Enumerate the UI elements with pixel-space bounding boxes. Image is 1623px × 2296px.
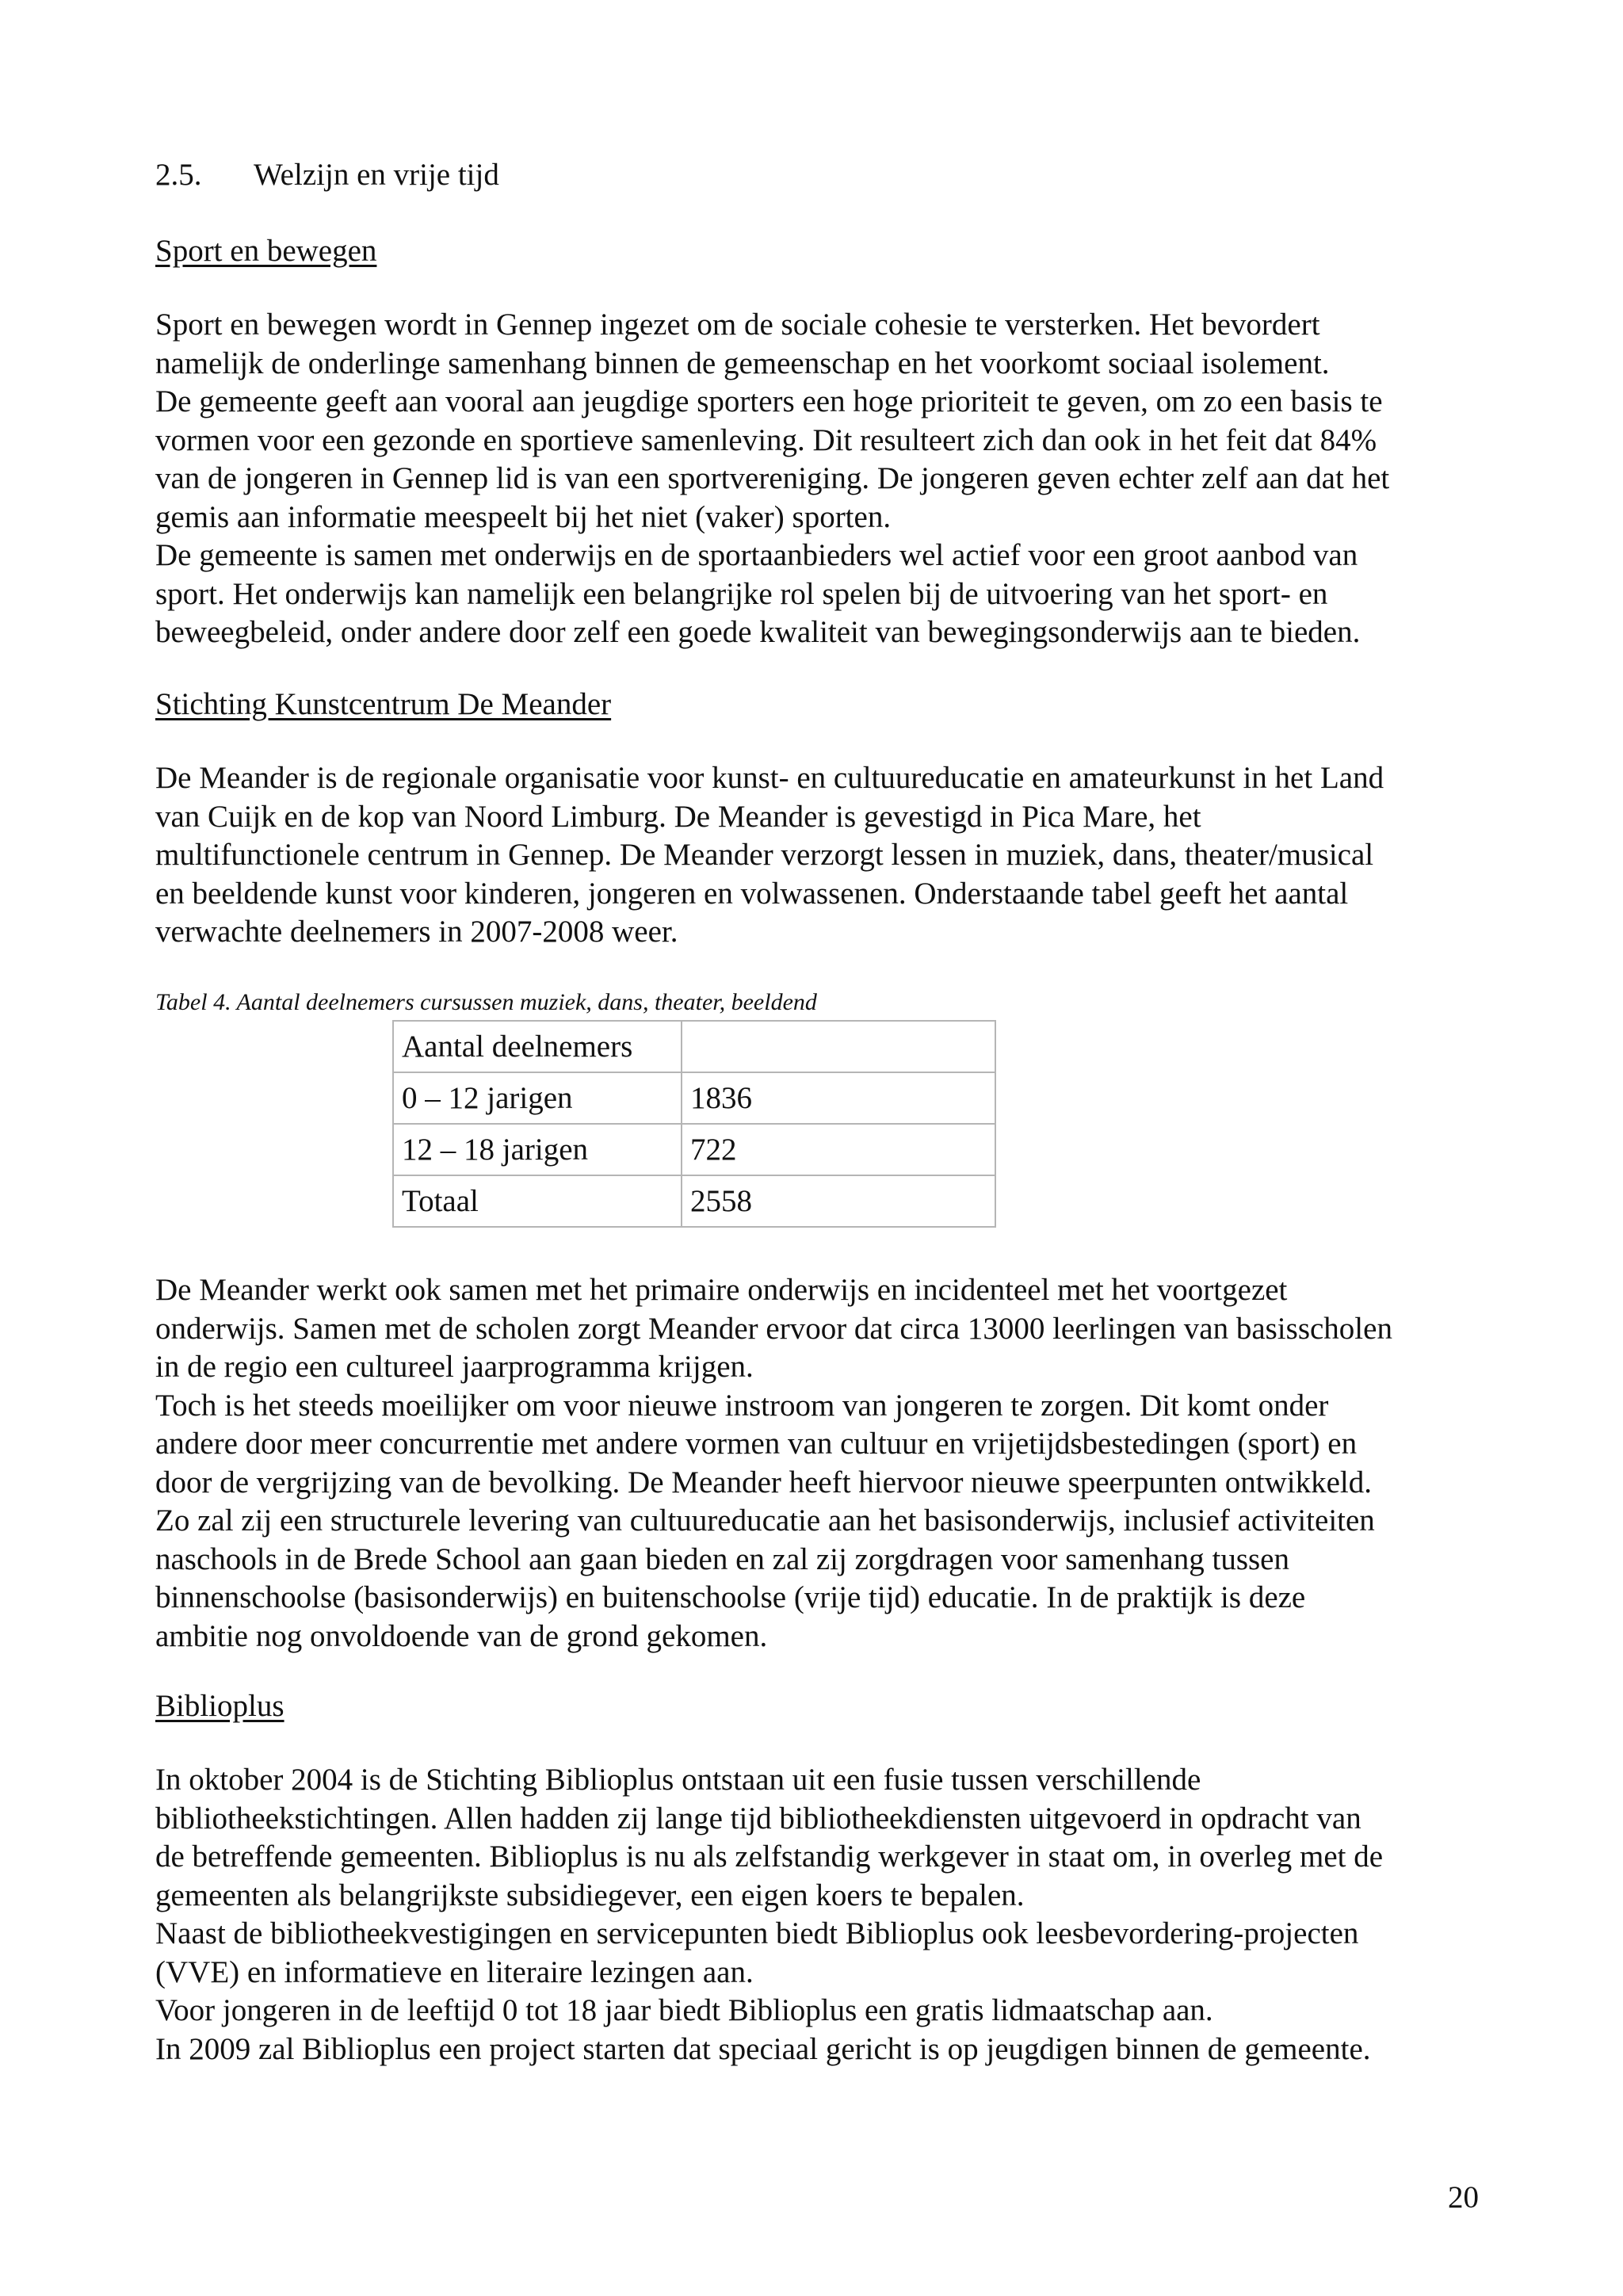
page-number: 20 <box>1448 2180 1479 2214</box>
section-title: Welzijn en vrije tijd <box>254 158 499 192</box>
text-line: In 2009 zal Biblioplus een project starten dat speciaal gericht is op jeugdigen binnen de gemeente. <box>155 2031 1371 2066</box>
table-cell: 0 – 12 jarigen <box>393 1072 682 1124</box>
section-heading <box>155 155 499 195</box>
text-line: bibliotheekstichtingen. Allen hadden zij lange tijd bibliotheekdiensten uitgevoerd in opdracht van <box>155 1801 1361 1836</box>
table-cell: 12 – 18 jarigen <box>393 1124 682 1175</box>
text-line: vormen voor een gezonde en sportieve samenleving. Dit resulteert zich dan ook in het feit dat 84% <box>155 422 1377 457</box>
text-line: gemeenten als belangrijkste subsidiegever, een eigen koers te bepalen. <box>155 1878 1025 1912</box>
text-line: sport. Het onderwijs kan namelijk een belangrijke rol spelen bij de uitvoering van het sport- en <box>155 576 1328 611</box>
table-cell: 1836 <box>682 1072 995 1124</box>
participants-table <box>392 1020 996 1228</box>
text-line: Sport en bewegen wordt in Gennep ingezet om de sociale cohesie te versterken. Het bevordert <box>155 308 1320 342</box>
text-line: binnenschoolse (basisonderwijs) en buitenschoolse (vrije tijd) educatie. In de praktijk is deze <box>155 1580 1306 1614</box>
table-cell: Totaal <box>393 1175 682 1227</box>
text-line: Naast de bibliotheekvestigingen en servicepunten biedt Biblioplus ook leesbevordering-projecten <box>155 1916 1359 1950</box>
table-row <box>393 1072 995 1124</box>
text-line: namelijk de onderlinge samenhang binnen de gemeenschap en het voorkomt sociaal isolement. <box>155 346 1330 380</box>
table-row <box>393 1021 995 1072</box>
meander-followup-paragraph <box>155 1271 1503 1656</box>
text-line: gemis aan informatie meespeelt bij het niet (vaker) sporten. <box>155 499 892 534</box>
meander-heading: Stichting Kunstcentrum De Meander <box>155 687 612 721</box>
table-row <box>393 1124 995 1175</box>
text-line: beweegbeleid, onder andere door zelf een goede kwaliteit van bewegingsonderwijs aan te bieden. <box>155 615 1361 649</box>
text-line: In oktober 2004 is de Stichting Biblioplus ontstaan uit een fusie tussen verschillende <box>155 1763 1201 1797</box>
sport-heading: Sport en bewegen <box>155 234 377 268</box>
table-cell: Aantal deelnemers <box>393 1021 682 1072</box>
text-line: andere door meer concurrentie met andere vormen van cultuur en vrijetijdsbestedingen (sport) en <box>155 1427 1358 1461</box>
text-line: en beeldende kunst voor kinderen, jongeren en volwassenen. Onderstaande tabel geeft het aantal <box>155 876 1349 911</box>
biblioplus-paragraph <box>155 1761 1503 2069</box>
text-line: Zo zal zij een structurele levering van cultuureducatie aan het basisonderwijs, inclusief activiteiten <box>155 1503 1375 1538</box>
table-cell <box>682 1021 995 1072</box>
text-line: De Meander werkt ook samen met het primaire onderwijs en incidenteel met het voortgezet <box>155 1273 1288 1307</box>
text-line: ambitie nog onvoldoende van de grond gekomen. <box>155 1618 768 1653</box>
sport-paragraph <box>155 306 1503 652</box>
text-line: onderwijs. Samen met de scholen zorgt Meander ervoor dat circa 13000 leerlingen van basisscholen <box>155 1311 1392 1346</box>
text-line: verwachte deelnemers in 2007-2008 weer. <box>155 915 678 949</box>
text-line: De gemeente is samen met onderwijs en de sportaanbieders wel actief voor een groot aanbod van <box>155 538 1358 572</box>
text-line: in de regio een cultureel jaarprogramma krijgen. <box>155 1350 754 1384</box>
text-line: van de jongeren in Gennep lid is van een sportvereniging. De jongeren geven echter zelf aan dat het <box>155 461 1390 495</box>
text-line: Toch is het steeds moeilijker om voor nieuwe instroom van jongeren te zorgen. Dit komt onder <box>155 1388 1329 1423</box>
text-line: door de vergrijzing van de bevolking. De Meander heeft hiervoor nieuwe speerpunten ontwikkeld. <box>155 1465 1372 1499</box>
table-cell: 2558 <box>682 1175 995 1227</box>
text-line: Voor jongeren in de leeftijd 0 tot 18 jaar biedt Biblioplus een gratis lidmaatschap aan. <box>155 1993 1213 2027</box>
biblioplus-heading: Biblioplus <box>155 1689 285 1723</box>
meander-intro-paragraph <box>155 759 1503 952</box>
text-line: De Meander is de regionale organisatie voor kunst- en cultuureducatie en amateurkunst in het Land <box>155 761 1384 795</box>
text-line: (VVE) en informatieve en literaire lezingen aan. <box>155 1954 754 1989</box>
section-number: 2.5. <box>155 158 202 192</box>
text-line: van Cuijk en de kop van Noord Limburg. De Meander is gevestigd in Pica Mare, het <box>155 799 1201 834</box>
table-row <box>393 1175 995 1227</box>
table-caption: Tabel 4. Aantal deelnemers cursussen muziek, dans, theater, beeldend <box>155 989 817 1015</box>
text-line: naschools in de Brede School aan gaan bieden en zal zij zorgdragen voor samenhang tussen <box>155 1541 1289 1576</box>
text-line: multifunctionele centrum in Gennep. De Meander verzorgt lessen in muziek, dans, theater/musical <box>155 838 1374 872</box>
table-cell: 722 <box>682 1124 995 1175</box>
text-line: de betreffende gemeenten. Biblioplus is nu als zelfstandig werkgever in staat om, in overleg met de <box>155 1839 1384 1874</box>
text-line: De gemeente geeft aan vooral aan jeugdige sporters een hoge prioriteit te geven, om zo een basis te <box>155 384 1383 418</box>
